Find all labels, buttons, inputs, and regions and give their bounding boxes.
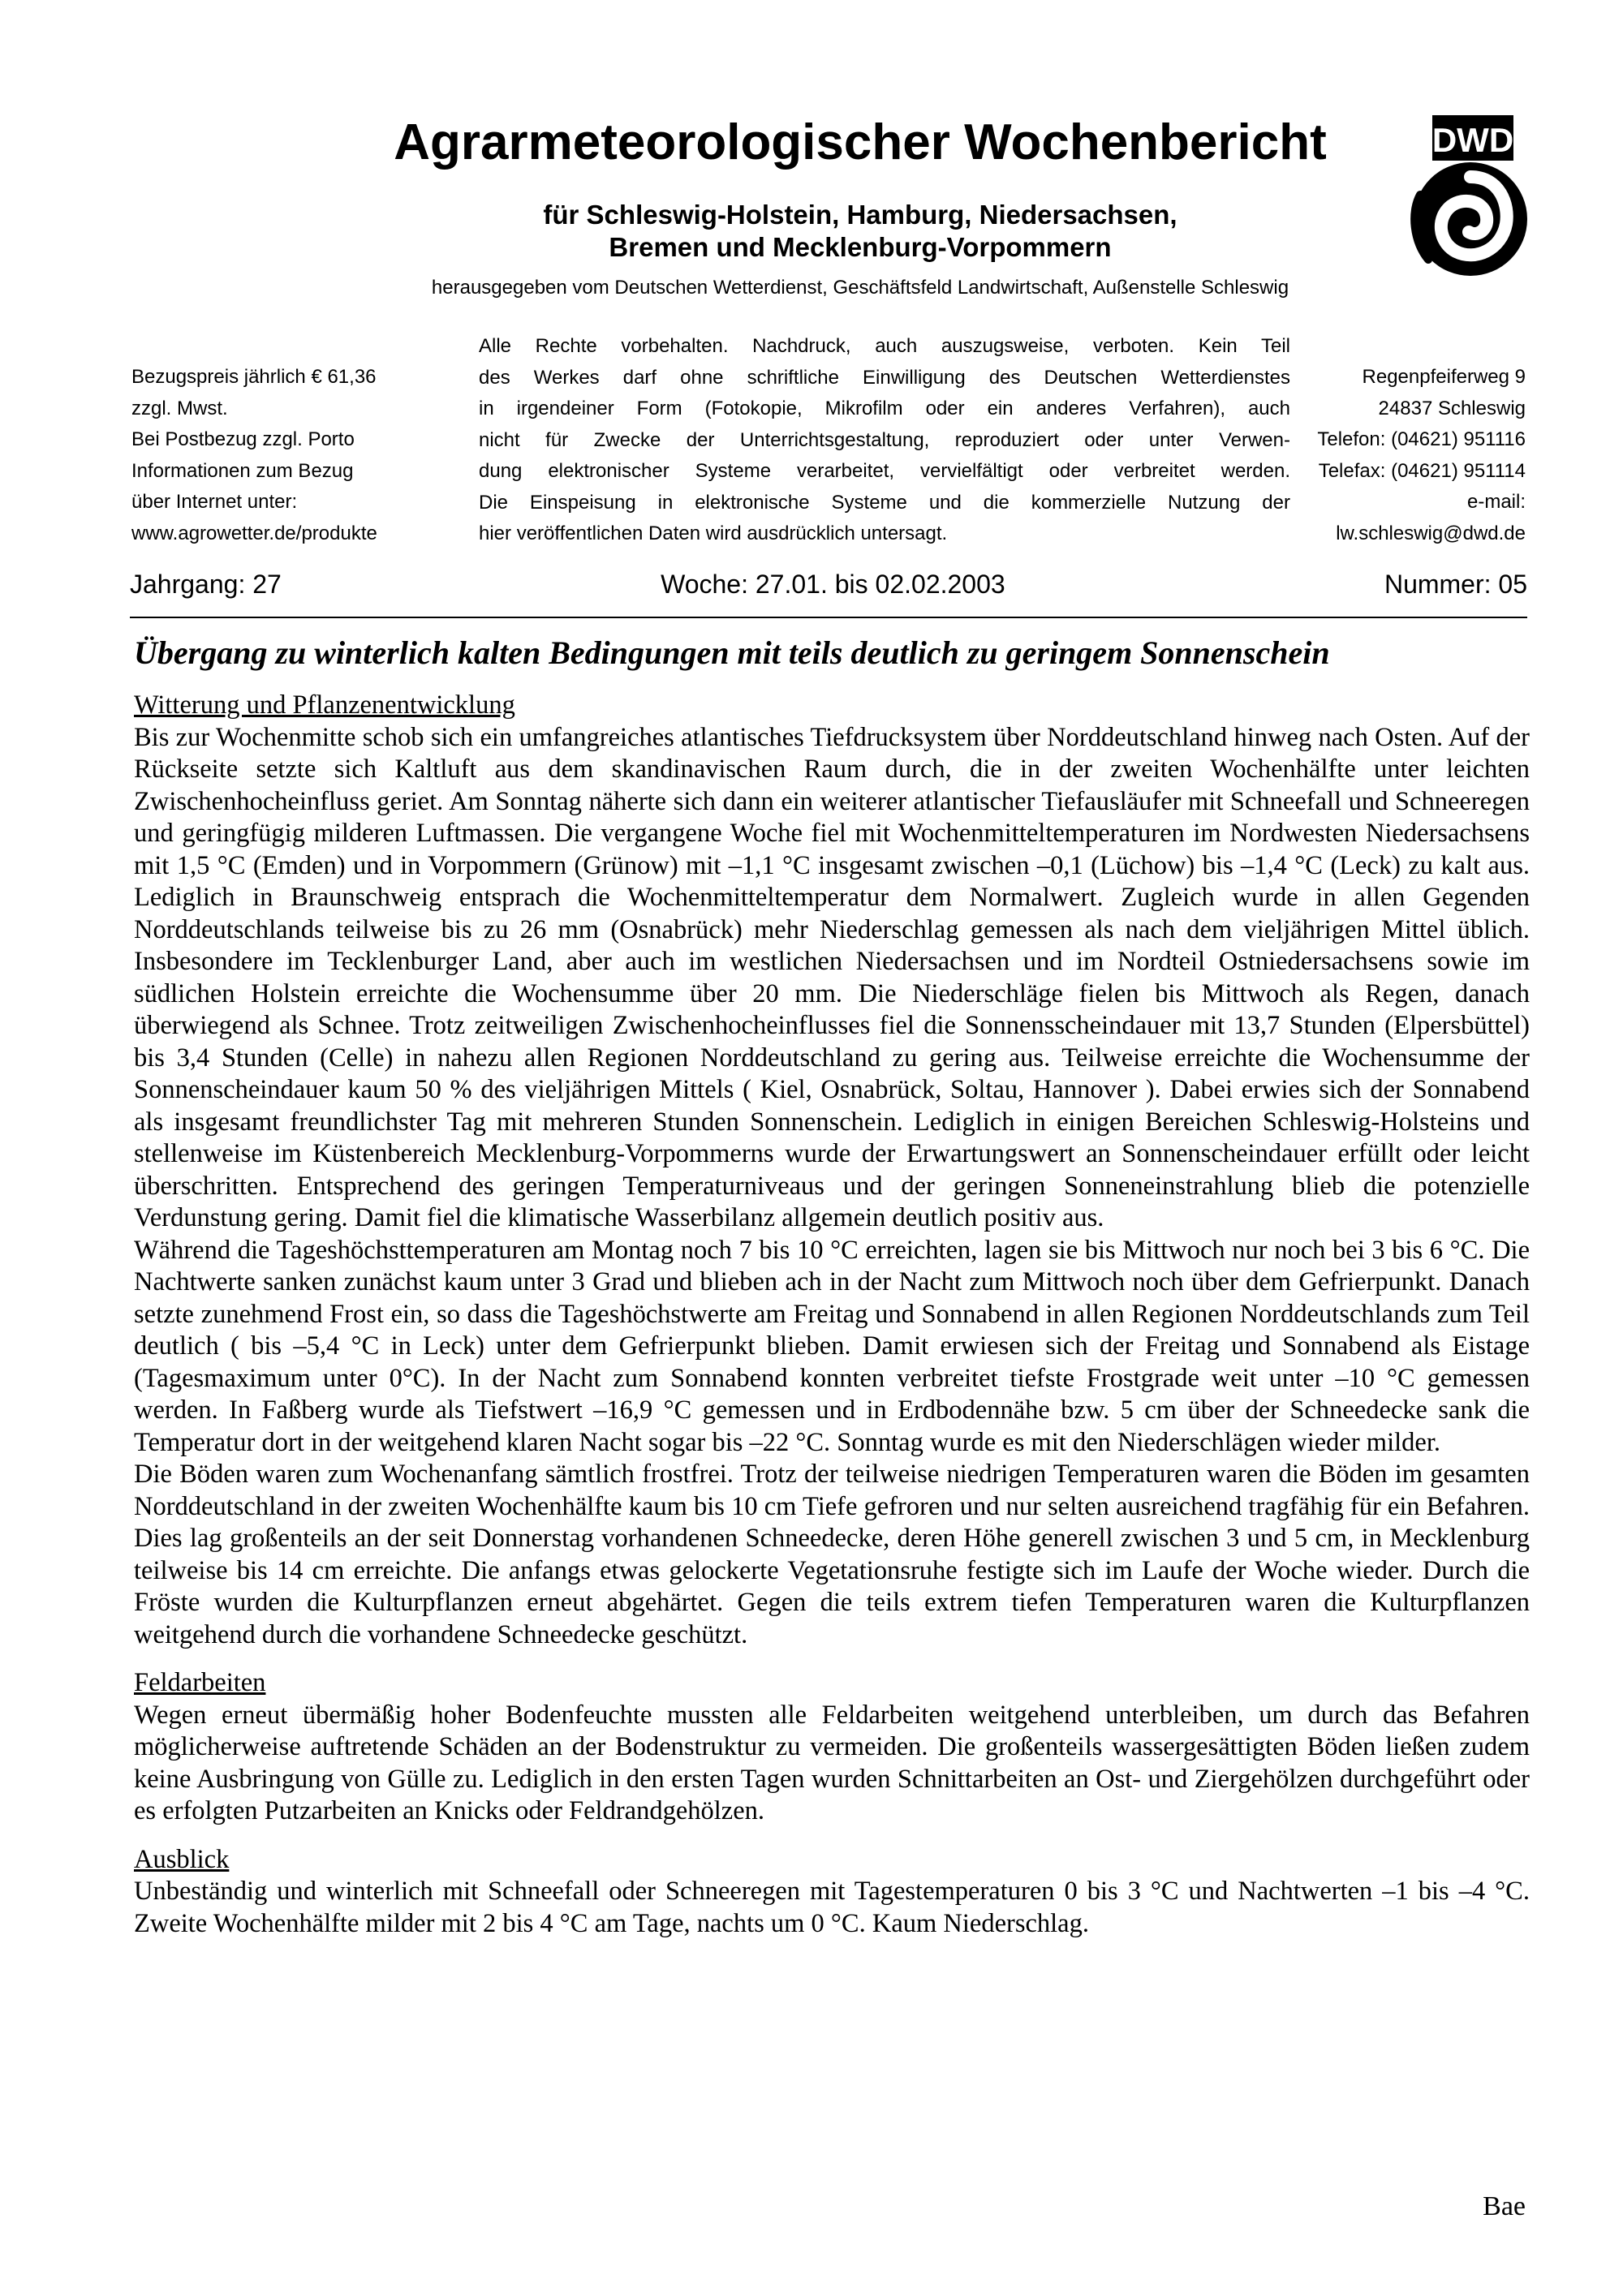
subscription-info: [131, 362, 440, 549]
subscription-line: Bei Postbezug zzgl. Porto: [131, 428, 355, 450]
subscription-line: Bezugspreis jährlich € 61,36: [131, 366, 377, 388]
report-body: [134, 690, 1530, 1940]
subtitle-line-1: für Schleswig-Holstein, Hamburg, Niedersachsen,: [543, 200, 1177, 230]
section-title-witterung: Witterung und Pflanzenentwicklung: [134, 690, 515, 720]
copyright-line: hier veröffentlichen Daten wird ausdrücklich untersagt.: [479, 522, 948, 544]
contact-info: [1233, 362, 1526, 549]
logo-text: DWD: [1431, 121, 1514, 159]
copyright-line: nicht für Zwecke der Unterrichtsgestaltung, reproduziert oder unter Verwen-: [479, 428, 1290, 451]
issue-number-label: Nummer: 05: [1384, 570, 1527, 599]
paragraph: Die Böden waren zum Wochenanfang sämtlich frostfrei. Trotz der teilweise niedrigen Temperaturen waren die Böden im gesamten Norddeutschland in der zweiten Wochenhälfte kaum bis 10 cm Tiefe gefroren und nur selten ausreichend tragfähig für ein Befahren. Dies lag großenteils an der seit Donnerstag vorhandenen Schneedecke, deren Höhe generell zwischen 3 und 5 cm, in Mecklenburg teilweise bis 14 cm erreichte. Die anfangs etwas gelockerte Vegetationsruhe festigte sich im Laufe der Woche wieder. Durch die Fröste wurden die Kulturpflanzen erneut abgehärtet. Gegen die teils extrem tiefen Temperaturen waren die Kulturpflanzen weitgehend durch die vorhandene Schneedecke geschützt.: [134, 1460, 1530, 1649]
subtitle-line-2: Bremen und Mecklenburg-Vorpommern: [609, 232, 1112, 262]
copyright-line: des Werkes darf ohne schriftliche Einwilligung des Deutschen Wetterdienstes: [479, 366, 1290, 389]
copyright-line: in irgendeiner Form (Fotokopie, Mikrofilm oder ein anderes Verfahren), auch: [479, 398, 1290, 419]
copyright-line: Alle Rechte vorbehalten. Nachdruck, auch auszugsweise, verboten. Kein Teil: [479, 335, 1290, 357]
section-title-ausblick: Ausblick: [134, 1844, 230, 1874]
volume-label: Jahrgang: 27: [130, 570, 282, 599]
subscription-line: www.agrowetter.de/produkte: [131, 522, 377, 544]
issue-meta-bar: [130, 568, 1527, 618]
page-title: Agrarmeteorologischer Wochenbericht: [394, 114, 1327, 170]
paragraph: Wegen erneut übermäßig hoher Bodenfeuchte mussten alle Feldarbeiten weitgehend unterbleiben, um durch das Befahren möglicherweise auftretende Schäden an der Bodenstruktur zu vermeiden. Die großenteils wassergesättigten Böden ließen zudem keine Ausbringung von Gülle zu. Lediglich in den ersten Tagen wurden Schnittarbeiten an Ost- und Ziergehölzen durchgeführt oder es erfolgten Putzarbeiten an Knicks oder Feldrandgehölzen.: [134, 1700, 1530, 1825]
author-signature: Bae: [1483, 2191, 1526, 2221]
contact-line: 24837 Schleswig: [1378, 397, 1526, 419]
contact-line: e-mail:: [1466, 491, 1526, 513]
week-label: Woche: 27.01. bis 02.02.2003: [661, 570, 1005, 599]
subtitle: [308, 199, 1412, 264]
paragraph: Während die Tageshöchsttemperaturen am Montag noch 7 bis 10 °C erreichten, lagen sie bis Mittwoch nur noch bei 3 bis 6 °C. Die Nachtwerte sanken zunächst kaum unter 3 Grad und blieben ach in der Nacht zum Mittwoch noch über dem Gefrierpunkt. Danach setzte zunehmend Frost ein, so dass die Tageshöchstwerte am Freitag und Sonnabend in allen Regionen Norddeutschlands zum Teil deutlich ( bis –5,4 °C in Leck) unter dem Gefrierpunkt blieben. Damit erwiesen sich der Freitag und Sonnabend als Eistage (Tagesmaximum unter 0°C). In der Nacht zum Sonnabend konnten verbreitet tiefste Frostgrade weit unter –10 °C gemessen werden. In Faßberg wurde als Tiefstwert –16,9 °C gemessen und in Erdbodennähe bzw. 5 cm über der Schneedecke sank die Temperatur dort in der weitgehend klaren Nacht sogar bis –22 °C. Sonntag wurde es mit den Niederschlägen wieder milder.: [134, 1235, 1530, 1457]
publisher-line: herausgegeben vom Deutschen Wetterdienst, Geschäftsfeld Landwirtschaft, Außenstelle Schleswig: [431, 277, 1289, 299]
section-title-feldarbeiten: Feldarbeiten: [134, 1668, 266, 1697]
paragraph: Unbeständig und winterlich mit Schneefall oder Schneeregen mit Tagestemperaturen 0 bis 3 °C und Nachtwerten –1 bis –4 °C. Zweite Wochenhälfte milder mit 2 bis 4 °C am Tage, nachts um 0 °C. Kaum Niederschlag.: [134, 1877, 1530, 1938]
dwd-logo: [1396, 114, 1534, 284]
contact-line: Regenpfeiferweg 9: [1362, 366, 1526, 388]
contact-email: lw.schleswig@dwd.de: [1336, 522, 1526, 544]
subscription-line: zzgl. Mwst.: [131, 397, 228, 419]
subscription-line: über Internet unter:: [131, 491, 298, 513]
contact-line: Telefon: (04621) 951116: [1317, 428, 1526, 450]
contact-line: Telefax: (04621) 951114: [1318, 459, 1526, 482]
subscription-line: Informationen zum Bezug: [131, 459, 354, 482]
copyright-line: dung elektronischer Systeme verarbeitet, vervielfältigt oder verbreitet werden.: [479, 460, 1290, 482]
headline: Übergang zu winterlich kalten Bedingungen mit teils deutlich zu geringem Sonnenschein: [134, 634, 1330, 671]
copyright-line: Die Einspeisung in elektronische Systeme und die kommerzielle Nutzung der: [479, 491, 1290, 514]
copyright-notice: [479, 331, 1290, 550]
paragraph: Bis zur Wochenmitte schob sich ein umfangreiches atlantisches Tiefdrucksystem über Norddeutschland hinweg nach Osten. Auf der Rückseite setzte sich Kaltluft aus dem skandinavischen Raum durch, die in der zweiten Wochenhälfte unter leichten Zwischenhocheinfluss geriet. Am Sonntag näherte sich dann ein weiterer atlantischer Tiefausläufer mit Schneefall und Schneeregen und geringfügig milderen Luftmassen. Die vergangene Woche fiel mit Wochenmitteltemperaturen im Nordwesten Niedersachsens mit 1,5 °C (Emden) und in Vorpommern (Grünow) mit –1,1 °C insgesamt zwischen –0,1 (Lüchow) bis –1,4 °C (Leck) zu kalt aus. Lediglich in Braunschweig entsprach die Wochenmitteltemperatur dem Normalwert. Zugleich wurde in allen Gegenden Norddeutschlands teilweise bis zu 26 mm (Osnabrück) mehr Niederschlag gemessen als nach dem vieljährigen Mittel üblich. Insbesondere im Tecklenburger Land, aber auch im westlichen Niedersachsen und im Nordteil Ostniedersachsens sowie im südlichen Holstein erreichte die Wochensumme über 20 mm. Die Niederschläge fielen bis Mittwoch als Regen, danach überwiegend als Schnee. Trotz zeitweiligen Zwischenhocheinflusses fiel die Sonnensscheindauer mit 13,7 Stunden (Elpersbüttel) bis 3,4 Stunden (Celle) in nahezu allen Regionen Norddeutschland zu gering aus. Teilweise erreichte die Wochensumme der Sonnenscheindauer kaum 50 % des vieljährigen Mittels ( Kiel, Osnabrück, Soltau, Hannover ). Dabei erwies sich der Sonnabend als insgesamt freundlichster Tag mit mehreren Stunden Sonnenschein. Lediglich in einigen Bereichen Schleswig-Holsteins und stellenweise im Küstenbereich Mecklenburg-Vorpommerns wurde der Erwartungswert an Sonnenscheindauer erfüllt oder leicht überschritten. Entsprechend des geringen Temperaturniveaus und der geringen Sonneneinstrahlung blieb die potenzielle Verdunstung gering. Damit fiel die klimatische Wasserbilanz allgemein deutlich positiv aus.: [134, 722, 1530, 1232]
